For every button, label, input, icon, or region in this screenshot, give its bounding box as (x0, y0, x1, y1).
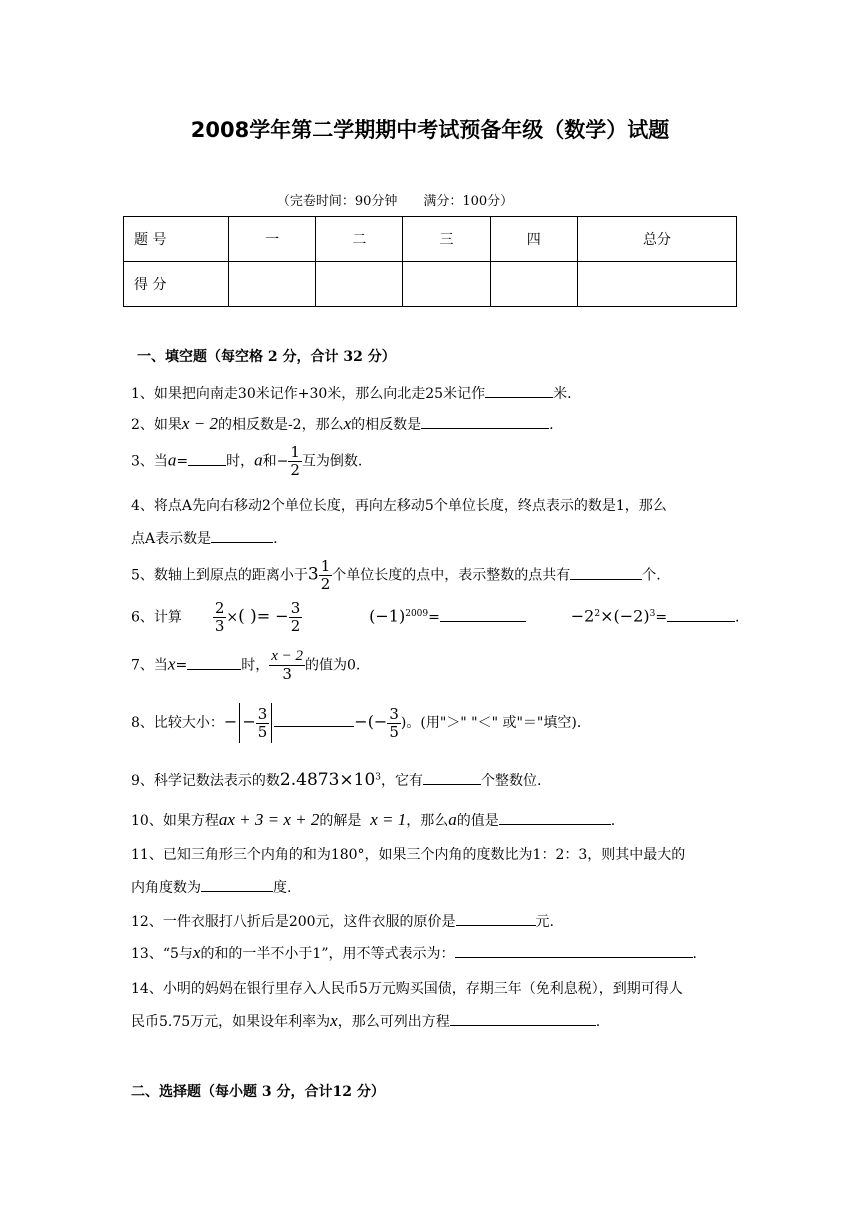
fraction-denominator: 2 (290, 617, 301, 635)
mixed-number-whole: 3 (307, 564, 319, 585)
answer-blank (421, 428, 549, 429)
question-5 (131, 558, 661, 593)
math-symbol: = (655, 609, 668, 626)
question-text: 个单位长度的点中，表示整数的点共有 (332, 567, 571, 584)
fraction (319, 558, 333, 593)
question-tail: )。(用"＞" "＜" 或"＝"填空)． (400, 715, 591, 731)
math-expression: x − 2 (181, 414, 218, 433)
answer-blank (455, 957, 693, 958)
math-exponent: 2009 (405, 608, 429, 619)
section-heading-fill-in: 一、填空题（每空格 2 分，合计 32 分） (137, 349, 396, 365)
fraction-numerator: 3 (257, 704, 268, 723)
answer-blank (423, 784, 481, 785)
math-symbol: = (428, 609, 440, 626)
question-1 (131, 383, 572, 403)
table-header-cell: 二 (316, 217, 403, 262)
math-variable: a (448, 810, 457, 829)
answer-blank (450, 1025, 596, 1026)
fraction-denominator: 3 (282, 665, 292, 683)
fraction-numerator: 1 (320, 557, 331, 575)
abs-bar (271, 703, 272, 743)
question-tail: . (273, 531, 278, 547)
question-tail: . (595, 1014, 601, 1030)
math-variable: x (192, 943, 201, 962)
section-heading-choice: 二、选择题（每小题 3 分，合计12 分） (131, 1084, 385, 1100)
exam-info: （完卷时间：90分钟 满分：100分） (276, 194, 514, 209)
math-exponent: 2 (594, 608, 601, 619)
question-6 (131, 600, 740, 635)
question-text: 13、“5与 (131, 946, 193, 962)
question-tail: . (549, 417, 554, 433)
fraction-denominator: 5 (257, 722, 268, 741)
fraction (269, 648, 305, 683)
question-text: 12、一件衣服打八折后是200元，这件衣服的原价是 (131, 914, 456, 930)
question-8: 8、比较大小：− − $\frac{3}{5}$ −(− $\frac{3}{5}$ )。(用"＞" "＜" 或"＝"填空)． (131, 703, 591, 743)
answer-blank (440, 621, 526, 622)
math-expression: (−1) (369, 606, 406, 626)
question-14-line-2 (131, 1011, 600, 1031)
fraction (289, 600, 303, 635)
question-text: 8、比较大小： (131, 715, 224, 731)
table-header-cell: 四 (490, 217, 577, 262)
math-symbol: − (223, 712, 238, 731)
table-cell (316, 262, 403, 307)
table-cell (229, 262, 316, 307)
fraction-numerator: 3 (389, 704, 399, 723)
math-variable: x (167, 654, 176, 674)
question-text: 时， (226, 453, 255, 470)
math-symbol: = (176, 453, 189, 470)
question-tail: 元. (535, 914, 554, 930)
table-header-cell: 一 (229, 217, 316, 262)
fraction (387, 706, 401, 741)
question-text: 7、当 (131, 657, 168, 674)
question-tail: 度. (273, 880, 292, 896)
answer-blank (667, 621, 735, 622)
table-cell (577, 262, 736, 307)
table-header-cell: 总分 (577, 217, 736, 262)
fraction-numerator: 3 (290, 599, 301, 617)
question-tail: 米. (553, 386, 572, 402)
answer-blank (456, 925, 536, 926)
question-text: 2、如果 (131, 417, 182, 433)
table-row (124, 217, 737, 262)
question-11-line-1: 11、已知三角形三个内角的和为180°，如果三个内角的度数比为1：2：3，则其中最大的 (131, 847, 686, 863)
table-header-cell: 三 (403, 217, 490, 262)
question-text: 的解是 (319, 813, 362, 829)
fraction-numerator: 1 (290, 443, 300, 461)
answer-blank (201, 891, 273, 892)
math-expression: −2 (570, 606, 595, 626)
question-text: 的相反数是 (351, 417, 422, 433)
fraction (213, 600, 227, 635)
answer-blank (485, 397, 553, 398)
math-symbol: − (276, 453, 289, 470)
answer-blank (274, 726, 354, 727)
answer-blank (499, 824, 611, 825)
question-text: 点A表示数是 (131, 531, 212, 547)
answer-blank (187, 669, 241, 670)
question-text: 9、科学记数法表示的数 (131, 773, 280, 789)
table-cell (403, 262, 490, 307)
page-title: 2008学年第二学期期中考试预备年级（数学）试题 (190, 118, 670, 142)
question-7 (131, 648, 360, 683)
math-variable: a (254, 450, 263, 470)
math-exponent: 3 (649, 608, 656, 619)
question-text: 的值是 (456, 813, 499, 829)
answer-blank (188, 465, 226, 466)
question-text: 民币5.75万元，如果设年利率为 (131, 1014, 331, 1030)
table-header-cell: 题 号 (124, 217, 229, 262)
score-table (123, 216, 737, 307)
math-equation: ax + 3 = x + 2 (218, 810, 320, 829)
question-9 (131, 770, 541, 790)
question-4-line-1: 4、将点A先向右移动2个单位长度，再向左移动5个单位长度，终点表示的数是1，那么 (131, 498, 667, 514)
question-text: 1、如果把向南走30米记作+30米，那么向北走25米记作 (131, 386, 486, 402)
math-expression: 2.4873×10 (279, 770, 376, 790)
question-2 (131, 414, 554, 434)
question-tail: . (610, 813, 616, 829)
fraction-denominator: 3 (214, 617, 225, 635)
question-text: 的和的一半不小于1”，用不等式表示为： (200, 946, 455, 962)
question-13 (131, 943, 697, 963)
math-variable: x (343, 414, 352, 433)
math-solution: x = 1 (370, 810, 407, 829)
question-text: 10、如果方程 (131, 813, 219, 829)
question-text: ，那么可列出方程 (337, 1014, 450, 1030)
question-text: 5、数轴上到原点的距离小于 (131, 567, 308, 584)
question-tail: 个整数位. (481, 773, 542, 789)
fraction-numerator: x − 2 (271, 648, 303, 664)
question-11-line-2 (131, 877, 291, 897)
question-text: 内角度数为 (131, 880, 201, 896)
question-text: 6、计算 (131, 609, 182, 626)
question-text: ，那么 (406, 813, 449, 829)
question-tail: 个. (642, 567, 661, 584)
question-text: 的相反数是-2，那么 (217, 417, 344, 433)
math-paren: ( ) (238, 606, 257, 627)
math-variable: a (167, 450, 177, 470)
math-variable: x (330, 1011, 338, 1030)
question-3 (131, 444, 362, 479)
fraction (288, 444, 302, 479)
question-text: 时， (241, 657, 270, 674)
answer-blank (211, 542, 273, 543)
question-text: 和 (262, 453, 277, 470)
question-12 (131, 911, 554, 931)
fraction-denominator: 2 (320, 575, 331, 593)
question-tail: 互为倒数. (301, 453, 363, 470)
table-cell (490, 262, 577, 307)
question-text: 3、当 (131, 453, 168, 470)
math-symbol: = − (256, 606, 289, 626)
fraction-denominator: 5 (389, 722, 399, 741)
question-10 (131, 810, 615, 830)
math-symbol: × (226, 609, 239, 626)
fraction-numerator: 2 (214, 599, 225, 617)
fraction (256, 706, 270, 741)
math-expression: ×(−2) (600, 606, 650, 626)
question-4-line-2 (131, 528, 278, 548)
answer-blank (570, 579, 642, 580)
fraction-denominator: 2 (290, 461, 300, 479)
question-tail: 的值为0. (304, 657, 361, 674)
math-expression: −(− (354, 712, 388, 731)
question-text: ，它有 (381, 773, 424, 789)
math-exponent: 3 (375, 772, 382, 783)
math-symbol: = (175, 657, 188, 674)
table-row-label: 得 分 (124, 262, 229, 307)
question-tail: . (735, 609, 740, 626)
abs-bar (239, 703, 240, 743)
question-14-line-1: 14、小明的妈妈在银行里存入人民币5万元购买国债，存期三年（免利息税），到期可得人 (131, 981, 683, 997)
table-row (124, 262, 737, 307)
question-tail: . (692, 946, 697, 962)
